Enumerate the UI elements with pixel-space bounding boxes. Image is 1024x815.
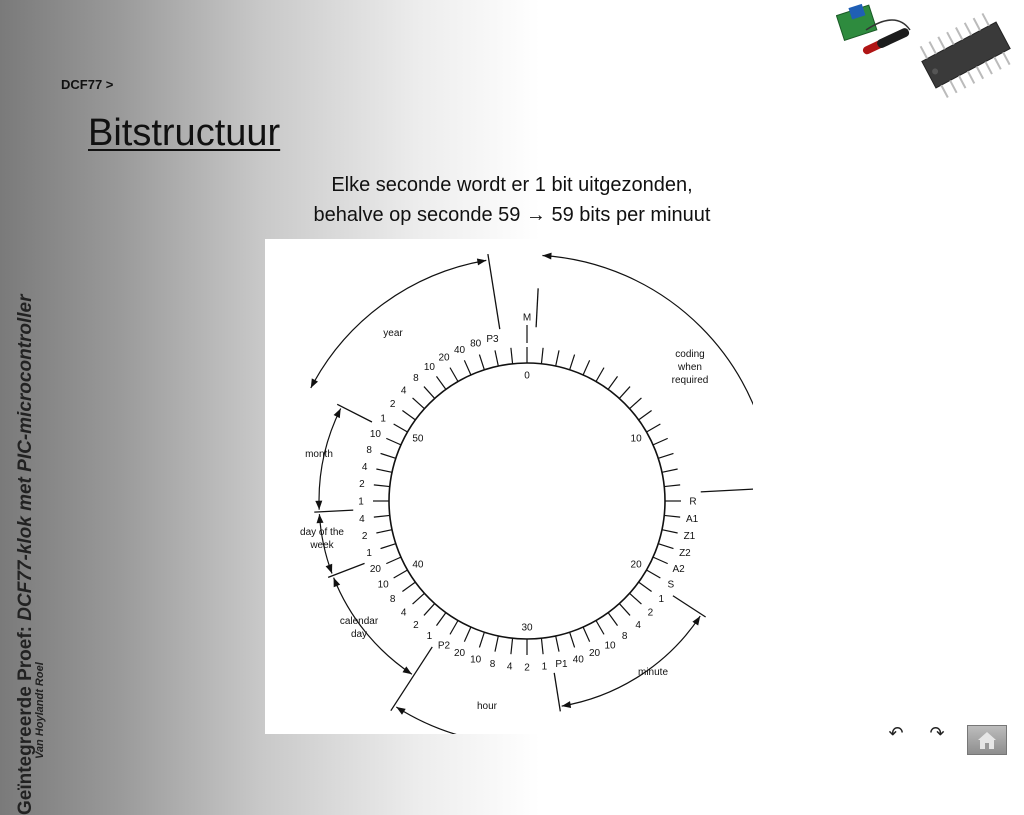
second-tick xyxy=(413,593,425,604)
day-of-week-label: week xyxy=(310,540,334,551)
second-tick xyxy=(664,515,680,517)
second-label: 20 xyxy=(630,559,642,571)
second-tick xyxy=(619,387,630,399)
second-tick xyxy=(381,544,396,549)
forward-icon[interactable]: ↷ xyxy=(929,723,945,743)
subtitle-line-1: Elke seconde wordt er 1 bit uitgezonden, xyxy=(331,174,693,196)
day-bit-label: 2 xyxy=(413,619,419,631)
second-tick xyxy=(653,557,668,564)
second-tick xyxy=(639,582,652,591)
second-tick xyxy=(464,627,471,642)
year-boundary-end xyxy=(488,254,500,329)
month-bit-label: 8 xyxy=(366,445,372,457)
second-tick xyxy=(596,621,604,635)
page-title: Bitstructuur xyxy=(88,112,281,154)
second-tick xyxy=(583,360,590,375)
bit-label: Z2 xyxy=(679,547,691,559)
second-tick xyxy=(479,632,484,647)
weekday-arc-arrow-end xyxy=(317,514,324,523)
day-bit-label: 10 xyxy=(377,579,389,591)
bit-label: A2 xyxy=(672,564,685,575)
pcb-module-image xyxy=(836,4,910,56)
bit-label: A1 xyxy=(685,513,699,525)
second-tick xyxy=(376,530,392,533)
second-tick xyxy=(495,636,498,652)
second-tick xyxy=(541,348,543,364)
second-tick xyxy=(374,485,390,487)
hour-bit-label: 4 xyxy=(506,661,513,673)
second-tick xyxy=(424,387,435,399)
second-tick xyxy=(630,593,642,604)
second-label: 30 xyxy=(521,622,533,634)
second-tick xyxy=(511,638,513,654)
year-arc-arrow-end xyxy=(477,259,486,266)
hour-bit-label: 20 xyxy=(453,648,466,660)
ic-chip-image xyxy=(915,10,1016,101)
second-tick xyxy=(662,469,678,472)
second-tick xyxy=(413,398,425,409)
subtitle xyxy=(262,170,762,230)
hour-bit-label: 8 xyxy=(489,658,496,670)
hour-arc-arrow-end xyxy=(396,707,405,715)
minute-bit-label: 10 xyxy=(604,640,616,652)
weekday-arc-arrow-start xyxy=(326,564,333,574)
subtitle-line-2: behalve op seconde 59 → 59 bits per minuut xyxy=(313,204,711,226)
coding-label: coding xyxy=(675,349,705,360)
second-tick xyxy=(583,627,590,642)
minute-bit-label: 20 xyxy=(588,648,601,660)
second-tick xyxy=(479,355,484,370)
minute-boundary-end xyxy=(554,673,560,712)
hardware-logo-image xyxy=(836,0,1016,120)
year-bit-label: 10 xyxy=(423,362,435,374)
minute-arc-arrow-end xyxy=(562,701,571,708)
month-bit-label: 1 xyxy=(358,496,364,508)
minute-bit-label: 8 xyxy=(621,630,628,642)
second-tick xyxy=(402,410,415,419)
minute-boundary-start xyxy=(673,596,706,617)
second-label: 40 xyxy=(412,559,424,571)
month-bit-label: 4 xyxy=(361,462,368,473)
second-circle xyxy=(389,363,665,639)
coding-arc-arrow-start xyxy=(542,253,551,260)
second-tick xyxy=(376,469,392,472)
second-tick xyxy=(450,621,458,635)
day-bit-label: 4 xyxy=(400,607,407,619)
hour-label: hour xyxy=(476,701,498,712)
second-tick xyxy=(608,613,617,626)
second-tick xyxy=(386,438,401,445)
month-arc-arrow-end xyxy=(334,409,341,419)
second-tick xyxy=(596,368,604,382)
second-tick xyxy=(374,515,390,517)
second-label: 10 xyxy=(630,433,642,445)
home-icon xyxy=(968,726,1006,754)
hour-boundary-end xyxy=(391,647,432,711)
second-tick xyxy=(653,438,668,445)
minute-label: minute xyxy=(637,667,669,678)
minute-bit-label: 40 xyxy=(572,654,584,666)
breadcrumb[interactable]: DCF77 > xyxy=(61,77,114,92)
weekday-bit-label: 2 xyxy=(361,531,368,542)
minute-bit-label: P1 xyxy=(555,658,568,670)
year-arc xyxy=(311,260,487,388)
bit-label: S xyxy=(667,579,675,591)
second-tick xyxy=(658,544,673,549)
second-tick xyxy=(556,350,559,366)
second-tick xyxy=(630,398,642,409)
second-tick xyxy=(495,350,498,366)
year-bit-label: 20 xyxy=(438,352,450,364)
year-bit-label: 80 xyxy=(470,338,482,350)
month-arc-arrow-start xyxy=(315,501,322,510)
hour-bit-label: 10 xyxy=(470,654,482,666)
second-tick xyxy=(608,376,617,389)
second-tick xyxy=(424,604,435,616)
second-label: 0 xyxy=(524,370,530,382)
year-arc-arrow-start xyxy=(311,378,318,388)
hour-bit-label: P2 xyxy=(437,640,451,652)
second-tick xyxy=(619,604,630,616)
month-bit-label: 2 xyxy=(359,479,365,491)
day-bit-label: 1 xyxy=(426,630,433,642)
dcf77-bit-diagram xyxy=(265,239,753,734)
weekday-bit-label: 4 xyxy=(359,513,365,525)
year-label: year xyxy=(383,328,403,339)
calendar-day-label: calendar xyxy=(339,616,379,627)
second-tick xyxy=(556,636,559,652)
hour-bit-label: 2 xyxy=(524,662,530,674)
calendar-day-arc-arrow-end xyxy=(334,578,341,588)
back-icon[interactable]: ↶ xyxy=(888,723,904,743)
coding-label: required xyxy=(671,375,709,386)
second-tick xyxy=(511,348,513,364)
minute-bit-label: 2 xyxy=(647,607,654,619)
marker-m-label: M xyxy=(522,312,532,324)
bit-label: Z1 xyxy=(683,531,696,542)
bit-label: R xyxy=(689,496,697,508)
second-tick xyxy=(647,570,661,578)
second-tick xyxy=(664,485,680,487)
month-bit-label: 10 xyxy=(369,429,381,440)
weekday-boundary-end xyxy=(314,510,353,512)
second-tick xyxy=(394,424,408,432)
calendar-day-label: day xyxy=(350,629,368,640)
second-tick xyxy=(570,355,575,370)
sidebar-title-italic: DCF77-klok met PIC-microcontroller xyxy=(15,294,36,621)
minute-bit-label: 4 xyxy=(635,619,641,631)
second-tick xyxy=(381,453,396,458)
day-bit-label: 20 xyxy=(369,564,381,575)
second-tick xyxy=(450,368,458,382)
coding-label: when xyxy=(678,362,702,373)
day-of-week-label: day of the xyxy=(300,527,344,538)
second-tick xyxy=(647,424,661,432)
second-tick xyxy=(658,453,673,458)
year-bit-label: 8 xyxy=(413,373,419,385)
year-bit-label: 1 xyxy=(380,413,386,425)
second-tick xyxy=(386,557,401,564)
minute-bit-label: 1 xyxy=(658,594,665,606)
author-name: Van Hoylandt Roel xyxy=(34,662,46,759)
year-bit-label: 4 xyxy=(400,385,407,397)
day-bit-label: 8 xyxy=(389,594,396,606)
second-tick xyxy=(436,613,445,626)
second-tick xyxy=(541,638,543,654)
second-label: 50 xyxy=(412,433,424,445)
sidebar-title-bold: Geïntegreerde Proef: xyxy=(15,626,36,815)
calendar-day-arc-arrow-start xyxy=(403,666,412,674)
second-tick xyxy=(639,410,652,419)
year-bit-label: P3 xyxy=(486,334,499,346)
dcf77-bit-diagram-svg xyxy=(265,239,753,734)
second-tick xyxy=(436,376,445,389)
year-bit-label: 40 xyxy=(453,344,466,356)
coding-boundary-start xyxy=(536,288,538,327)
month-boundary-end xyxy=(337,404,372,422)
minute-arc-arrow-start xyxy=(692,616,700,625)
second-tick xyxy=(402,582,415,591)
second-tick xyxy=(394,570,408,578)
month-label: month xyxy=(305,449,333,460)
home-button[interactable] xyxy=(967,725,1007,755)
day-boundary-end xyxy=(328,563,364,577)
second-tick xyxy=(662,530,678,533)
year-bit-label: 2 xyxy=(389,398,396,410)
coding-boundary-end xyxy=(701,488,753,492)
weekday-bit-label: 1 xyxy=(366,547,372,559)
second-tick xyxy=(570,632,575,647)
second-tick xyxy=(464,360,471,375)
hour-bit-label: 1 xyxy=(541,661,548,673)
